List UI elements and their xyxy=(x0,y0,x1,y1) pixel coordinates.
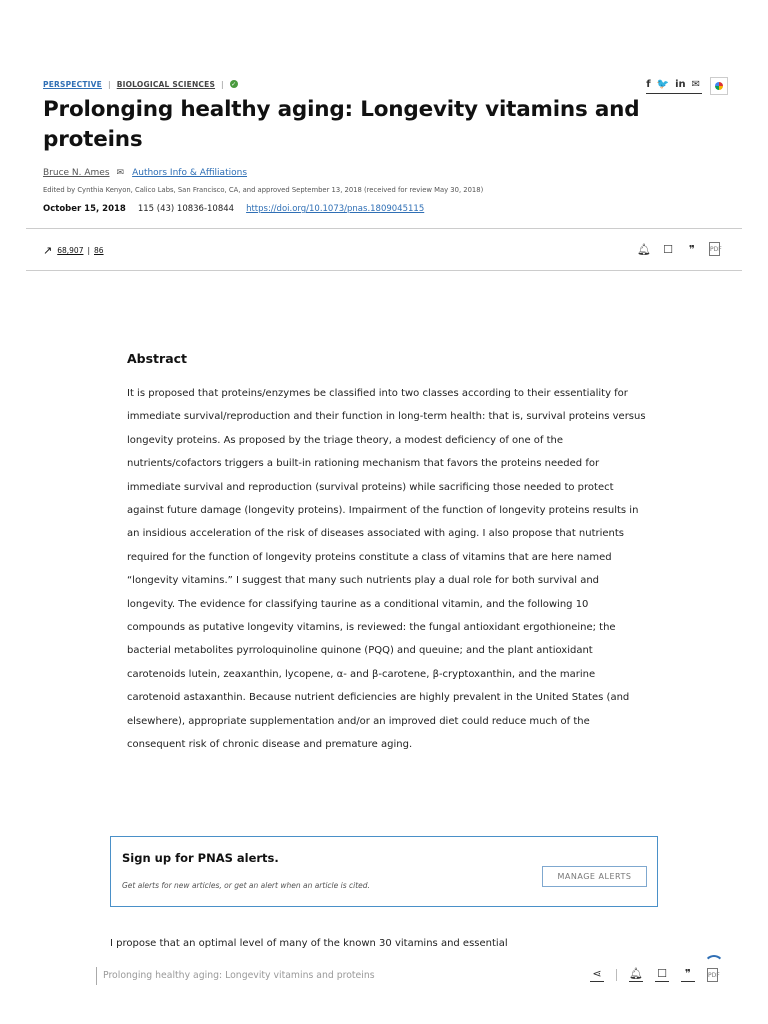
facebook-icon[interactable]: f xyxy=(646,78,651,90)
article-header xyxy=(43,77,728,215)
article-metrics[interactable] xyxy=(43,244,104,257)
citations-count[interactable]: 86 xyxy=(94,246,104,255)
volume-citation: 115 (43) 10836-10844 xyxy=(137,204,235,214)
article-type-link[interactable]: PERSPECTIVE xyxy=(43,79,102,89)
bell-icon[interactable]: 🔔︎ xyxy=(637,242,651,256)
edited-by: Edited by Cynthia Kenyon, Calico Labs, San Francisco, CA, and approved September 13, 2018 (received for review May 30, 2018) xyxy=(43,186,484,194)
sticky-pdf-icon[interactable]: PDF xyxy=(707,968,718,982)
sticky-divider xyxy=(616,969,617,981)
sticky-title: Prolonging healthy aging: Longevity vitamins and proteins xyxy=(96,967,375,985)
sticky-cite-icon[interactable]: ❞ xyxy=(681,967,695,982)
pdf-icon[interactable]: PDF xyxy=(709,242,720,256)
altmetric-donut-icon xyxy=(715,82,723,90)
metrics-separator: | xyxy=(87,246,90,255)
article-kicker xyxy=(43,77,728,91)
sticky-article-bar xyxy=(0,960,768,1024)
altmetric-badge[interactable] xyxy=(710,77,728,95)
sticky-bell-icon[interactable]: 🔔︎ xyxy=(629,967,643,980)
sticky-actions xyxy=(590,967,718,982)
metrics-bar xyxy=(26,228,742,271)
body-paragraph: I propose that an optimal level of many of the known 30 vitamins and essential xyxy=(110,938,508,949)
abstract-section xyxy=(127,351,647,757)
sticky-bookmark-icon[interactable]: ☐ xyxy=(655,967,669,982)
alerts-heading: Sign up for PNAS alerts. xyxy=(122,851,279,865)
article-actions xyxy=(637,242,720,256)
views-count[interactable]: 68,907 xyxy=(57,246,84,255)
publication-date: October 15, 2018 xyxy=(43,204,126,214)
manage-alerts-button[interactable]: MANAGE ALERTS xyxy=(542,866,647,887)
kicker-separator: | xyxy=(221,79,224,89)
category-link[interactable]: BIOLOGICAL SCIENCES xyxy=(116,79,216,89)
doi-link[interactable]: https://doi.org/10.1073/pnas.1809045115 xyxy=(246,204,425,214)
trending-icon: ↗ xyxy=(43,244,53,257)
bookmark-icon[interactable]: ☐ xyxy=(663,242,673,256)
share-icons xyxy=(646,78,702,94)
alerts-subtext: Get alerts for new articles, or get an alert when an article is cited. xyxy=(122,881,370,890)
article-title: Prolonging healthy aging: Longevity vitamins and proteins xyxy=(43,97,640,152)
abstract-heading: Abstract xyxy=(127,351,188,366)
author-link[interactable]: Bruce N. Ames xyxy=(43,168,110,178)
publication-row xyxy=(43,203,728,215)
share-toolbar xyxy=(646,77,728,95)
twitter-icon[interactable]: 🐦 xyxy=(656,78,670,90)
share-icon[interactable]: ⋖ xyxy=(590,967,604,982)
author-email-icon[interactable]: ✉ xyxy=(116,168,125,178)
cite-quote-icon[interactable]: ❞ xyxy=(689,242,695,256)
abstract-text: It is proposed that proteins/enzymes be classified into two classes according to their essentiality for immediate survival/reproduction and their function in long-term health: that is, survival proteins versus longevity proteins. As proposed by the triage theory, a modest deficiency of one of the nutrients/cofactors triggers a built-in rationing mechanism that favors the proteins needed for immediate survival and reproduction (survival proteins) while sacrificing those needed to protect against future damage (longevity proteins). Impairment of the function of longevity proteins results in an insidious acceleration of the risk of diseases associated with aging. I also propose that nutrients required for the function of longevity proteins constitute a class of vitamins that are here named “longevity vitamins.” I suggest that many such nutrients play a dual role for both survival and longevity. The evidence for classifying taurine as a conditional vitamin, and the following 10 compounds as putative longevity vitamins, is reviewed: the fungal antioxidant ergothioneine; the bacterial metabolites pyrroloquinoline quinone (PQQ) and queuine; and the plant antioxidant carotenoids lutein, zeaxanthin, lycopene, α- and β-carotene, β-cryptoxanthin, and the marine carotenoid astaxanthin. Because nutrient deficiencies are highly prevalent in the United States (and elsewhere), appropriate supplementation and/or an improved diet could reduce much of the consequent risk of chronic disease and premature aging. xyxy=(127,388,646,751)
kicker-separator: | xyxy=(107,79,111,89)
email-share-icon[interactable]: ✉ xyxy=(691,78,700,90)
linkedin-icon[interactable]: in xyxy=(675,78,686,90)
alerts-signup-box xyxy=(110,836,658,907)
affiliations-link[interactable]: Authors Info & Affiliations xyxy=(132,168,248,178)
authors-row xyxy=(43,167,728,179)
open-access-check-icon: ✓ xyxy=(231,80,237,88)
